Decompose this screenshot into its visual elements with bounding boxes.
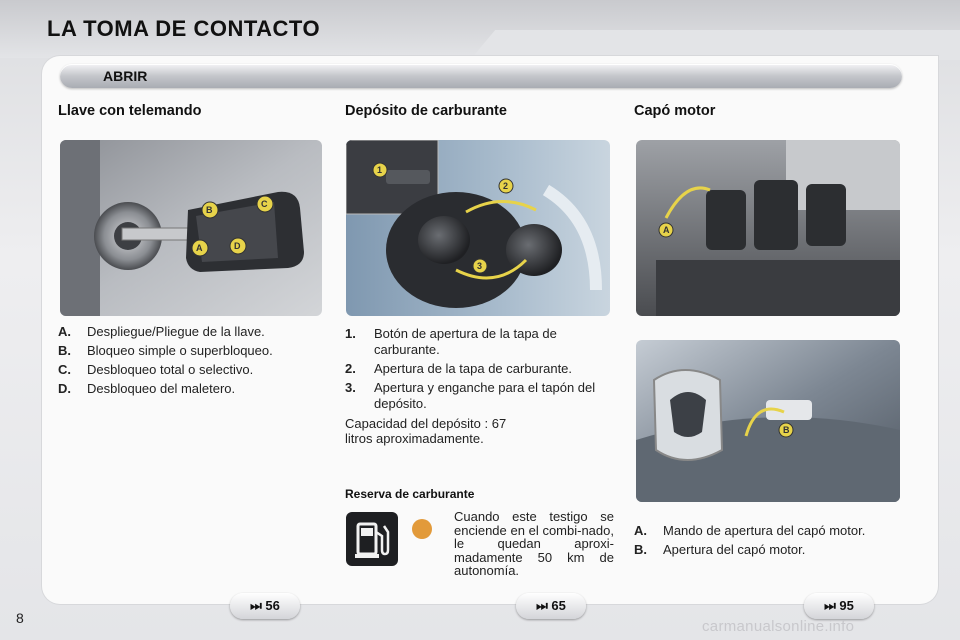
hood-release-photo bbox=[636, 140, 900, 316]
key-label-b: B bbox=[206, 205, 213, 215]
ref-link-65[interactable]: ⏭ 65 bbox=[516, 593, 586, 619]
page-number: 8 bbox=[16, 610, 24, 626]
list-item: A. Mando de apertura del capó motor. bbox=[634, 523, 866, 538]
reserve-text: Cuando este testigo se enciende en el combi-nado, le quedan aproxi-madamente 50 km de autonomía. bbox=[454, 509, 614, 578]
section-bar bbox=[60, 64, 902, 88]
list-item: A. Despliegue/Pliegue de la llave. bbox=[58, 324, 265, 339]
list-item: B. Bloqueo simple o superbloqueo. bbox=[58, 343, 273, 358]
list-item: 2. Apertura de la tapa de carburante. bbox=[345, 361, 573, 376]
list-item: 3. Apertura y enganche para el tapón del depósito. bbox=[345, 380, 596, 411]
fuel-label-2: 2 bbox=[503, 181, 509, 191]
fuel-pump-icon bbox=[346, 512, 398, 566]
heading-key: Llave con telemando bbox=[58, 103, 202, 119]
key-label-c: C bbox=[261, 199, 268, 209]
fuel-door-photo bbox=[346, 140, 610, 316]
heading-fuel: Depósito de carburante bbox=[345, 103, 507, 119]
fuel-label-1: 1 bbox=[377, 165, 383, 175]
key-photo bbox=[60, 140, 322, 316]
list-item: C. Desbloqueo total o selectivo. bbox=[58, 362, 254, 377]
key-label-d: D bbox=[234, 241, 241, 251]
list-item: B. Apertura del capó motor. bbox=[634, 542, 806, 557]
watermark: carmanualsonline.info bbox=[702, 618, 855, 635]
ref-link-95[interactable]: ⏭ 95 bbox=[804, 593, 874, 619]
tank-capacity: Capacidad del depósito : 67 litros aproximadamente. bbox=[345, 416, 507, 446]
skip-forward-icon: ⏭ bbox=[250, 598, 262, 613]
ref-link-56[interactable]: ⏭ 56 bbox=[230, 593, 300, 619]
skip-forward-icon: ⏭ bbox=[824, 598, 836, 613]
fuel-label-3: 3 bbox=[477, 261, 483, 271]
fuel-legend bbox=[345, 326, 617, 415]
warning-lamp-icon bbox=[412, 519, 432, 539]
hood-label-a: A bbox=[663, 225, 670, 235]
hood-legend bbox=[634, 523, 894, 561]
hood-latch-photo bbox=[636, 340, 900, 502]
list-item: 1. Botón de apertura de la tapa de carburante. bbox=[345, 326, 557, 357]
hood-label-b: B bbox=[783, 425, 790, 435]
heading-hood: Capó motor bbox=[634, 103, 716, 119]
reserve-heading: Reserva de carburante bbox=[345, 487, 475, 501]
skip-forward-icon: ⏭ bbox=[536, 598, 548, 613]
section-title: ABRIR bbox=[103, 68, 148, 84]
list-item: D. Desbloqueo del maletero. bbox=[58, 381, 236, 396]
key-label-a: A bbox=[196, 243, 203, 253]
key-legend bbox=[58, 324, 318, 400]
page-title: LA TOMA DE CONTACTO bbox=[47, 16, 321, 41]
